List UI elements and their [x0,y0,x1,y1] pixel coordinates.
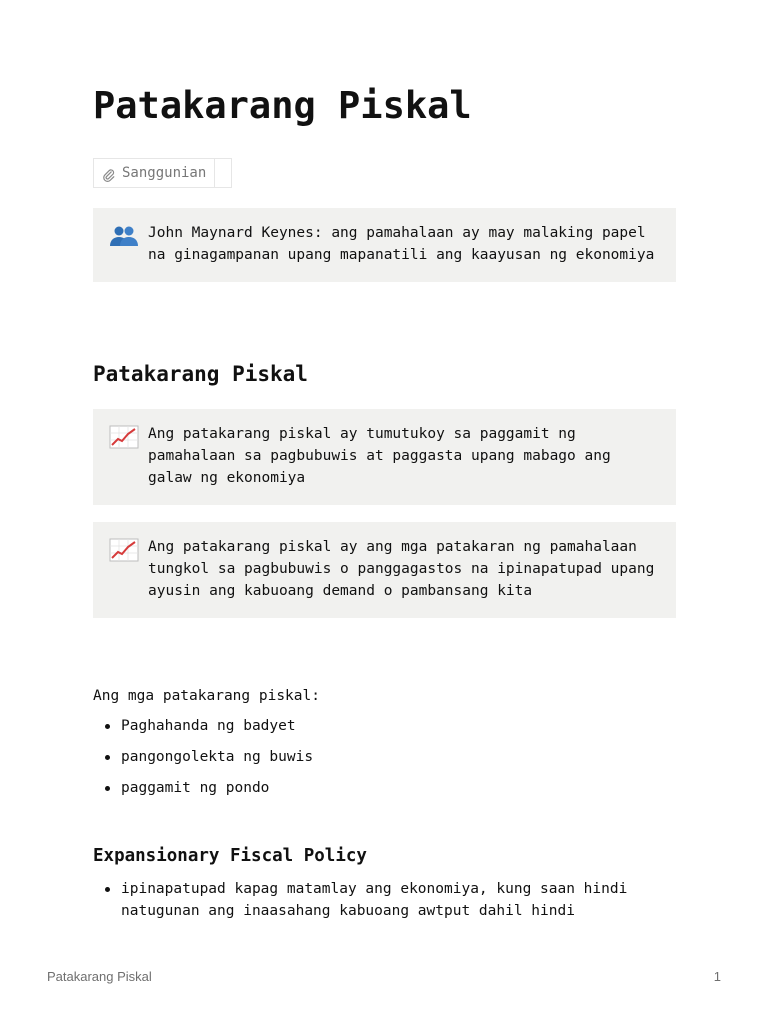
people-icon [109,224,139,248]
property-value[interactable] [215,158,232,188]
chart-increasing-icon [109,538,139,562]
callout-keynes [93,208,676,282]
callout-definition-1 [93,409,676,505]
callout-text: John Maynard Keynes: ang pamahalaan ay may malaking papel na ginagampanan upang mapanatili ang kaayusan ng ekonomiya [148,225,655,263]
list-item: paggamit ng pondo [121,777,676,799]
property-row[interactable] [93,158,232,188]
section-heading-patakarang-piskal: Patakarang Piskal [93,362,308,386]
section-heading-expansionary: Expansionary Fiscal Policy [93,846,367,866]
property-label-text: Sanggunian [122,165,207,181]
property-label[interactable] [93,158,215,188]
chart-increasing-icon [109,425,139,449]
list-item: Paghahanda ng badyet [121,715,676,737]
callout-text: Ang patakarang piskal ay tumutukoy sa paggamit ng pamahalaan sa pagbubuwis at paggasta upang mabago ang galaw ng ekonomiya [148,426,611,486]
footer-page-number: 1 [713,969,721,984]
footer-title: Patakarang Piskal [47,969,152,984]
policy-list [93,715,676,799]
callout-definition-2 [93,522,676,618]
expansionary-list [93,878,676,922]
list-item: ipinapatupad kapag matamlay ang ekonomiya, kung saan hindi natugunan ang inaasahang kabuoang awtput dahil hindi [121,878,676,922]
page-title: Patakarang Piskal [93,84,472,127]
callout-text: Ang patakarang piskal ay ang mga patakaran ng pamahalaan tungkol sa pagbubuwis o panggagastos na ipinapatupad upang ayusin ang kabuoang demand o pambansang kita [148,539,655,599]
list-item: pangongolekta ng buwis [121,746,676,768]
paperclip-icon [102,168,116,182]
list-intro: Ang mga patakarang piskal: [93,688,320,704]
